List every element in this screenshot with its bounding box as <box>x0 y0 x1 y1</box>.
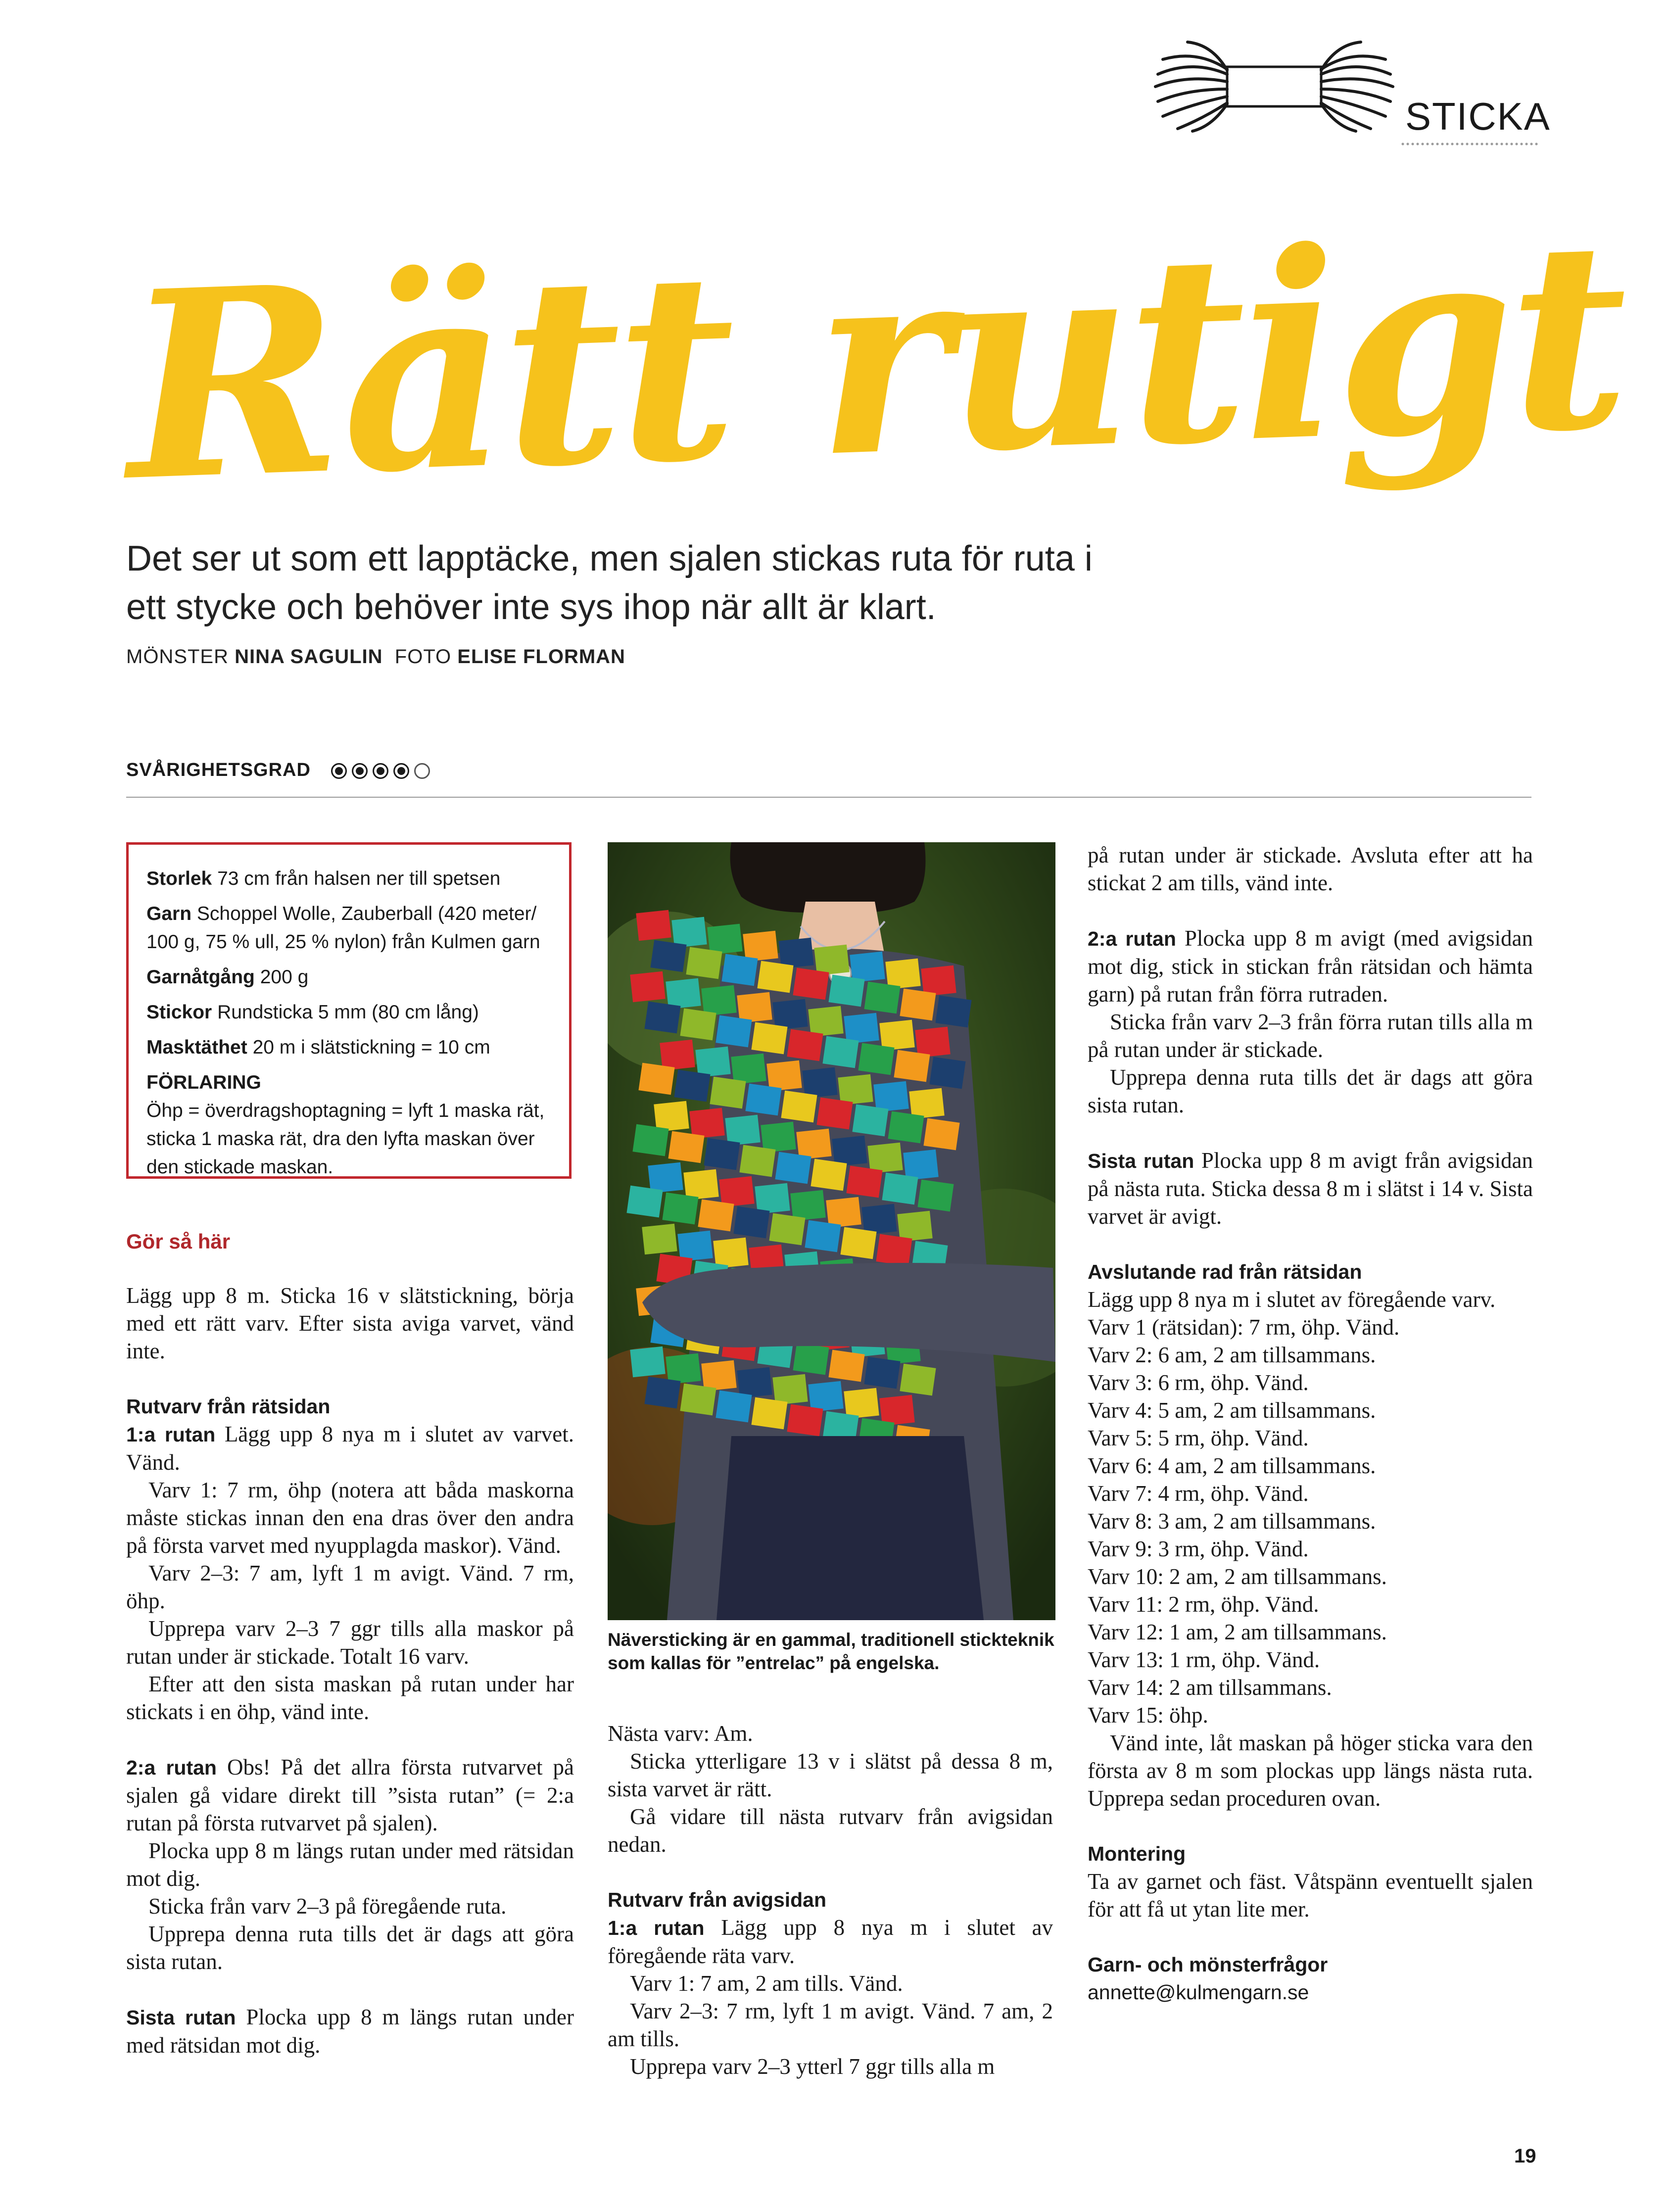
shawl-tile <box>751 1022 787 1055</box>
shawl-tile <box>671 917 707 948</box>
paragraph: Lägg upp 8 m. Sticka 16 v slätstickning, börja med ett rätt varv. Efter sista aviga varvet, vänd inte. <box>126 1283 574 1363</box>
shawl-tile <box>716 1391 752 1423</box>
paragraph: Vänd inte, låt maskan på höger sticka vara den första av 8 m som plockas upp längs nästa ruta. Upprepa sedan proceduren ovan. <box>1088 1731 1533 1811</box>
abbr-value: Öhp = överdragshoptagning = lyft 1 maska rät, sticka 1 maska rät, dra den lyfta maskan över den stickade maskan. <box>146 1100 545 1178</box>
shawl-tile <box>745 1084 781 1116</box>
facts-box <box>126 842 572 1179</box>
shawl-tile <box>630 1346 665 1378</box>
shawl-tile <box>802 1067 837 1099</box>
difficulty-dot-filled-icon <box>393 763 409 779</box>
shawl-tile <box>790 1190 825 1221</box>
shawl-tile <box>838 1074 873 1106</box>
shawl-tile <box>844 1388 879 1419</box>
difficulty-label: SVÅRIGHETSGRAD <box>126 760 311 780</box>
shawl-tile <box>766 1060 802 1092</box>
photo-author: ELISE FLORMAN <box>457 646 625 668</box>
shawl-tile <box>787 1029 823 1061</box>
shawl-tile <box>739 1145 775 1177</box>
size-value: 73 cm från halsen ner till spetsen <box>217 868 501 889</box>
paragraph: 1:a rutan Lägg upp 8 nya m i slutet av varvet. Vänd. <box>126 1422 574 1475</box>
shawl-tile <box>816 1098 853 1130</box>
shawl-tile <box>781 1091 817 1123</box>
photo-label: FOTO <box>394 646 452 668</box>
shawl-tile <box>793 1343 829 1375</box>
shawl-tile <box>778 938 813 969</box>
shawl-tile <box>882 1173 918 1205</box>
shawl-tile <box>772 1374 808 1405</box>
paragraph: Sticka från varv 2–3 från förra rutan tills alla m på rutan under är stickade. <box>1088 1010 1533 1062</box>
shawl-tile <box>844 1013 879 1044</box>
shawl-tile <box>923 1118 959 1151</box>
shawl-tile <box>731 1054 766 1085</box>
row-instruction: Varv 7: 4 rm, öhp. Vänd. <box>1088 1481 1309 1506</box>
paragraph: 1:a rutan Lägg upp 8 nya m i slutet av föregående räta varv. <box>608 1915 1053 1968</box>
photo-caption: Näversticking är en gammal, traditionell stickteknik som kallas för ”entrelac” på engelska. <box>608 1630 1054 1673</box>
shawl-tile <box>921 965 956 997</box>
shawl-tile <box>668 1131 704 1163</box>
size-label: Storlek <box>146 868 212 889</box>
shawl-tile <box>686 947 722 979</box>
credits <box>126 646 625 668</box>
shawl-tile <box>900 989 936 1021</box>
pattern-author: NINA SAGULIN <box>235 646 383 668</box>
shawl-tile <box>721 954 758 986</box>
yarn-value: Schoppel Wolle, Zauberball (420 meter/ 100 g, 75 % ull, 25 % nylon) från Kulmen garn <box>146 903 540 953</box>
shawl-tile <box>751 1397 787 1430</box>
shawl-tile <box>632 1124 668 1156</box>
paragraph: Sista rutan Plocka upp 8 m längs rutan under med rätsidan mot dig. <box>126 2005 574 2058</box>
row-instruction: Varv 15: öhp. <box>1088 1703 1208 1728</box>
subheading: Montering <box>1088 1842 1186 1865</box>
shawl-tile <box>775 1152 811 1184</box>
shawl-tile <box>876 1234 912 1266</box>
paragraph: Upprepa denna ruta tills det är dags att göra sista rutan. <box>1088 1065 1533 1117</box>
shawl-tile <box>666 978 701 1010</box>
shawl-tile <box>769 1213 805 1246</box>
shawl-tile <box>636 910 671 941</box>
subheading: Rutvarv från avigsidan <box>608 1888 827 1911</box>
paragraph: Varv 2–3: 7 rm, lyft 1 m avigt. Vänd. 7 am, 2 am tills. <box>608 1999 1053 2051</box>
paragraph: Nästa varv: Am. <box>608 1721 753 1746</box>
shawl-tile <box>626 1186 663 1218</box>
row-instruction: Varv 14: 2 am tillsammans. <box>1088 1675 1332 1700</box>
paragraph: Sticka ytterligare 13 v i slätst på dessa 8 m, sista varvet är rätt. <box>608 1749 1053 1801</box>
paragraph: Efter att den sista maskan på rutan under har stickats i en öhp, vänd inte. <box>126 1672 574 1724</box>
shawl-tile <box>642 1224 677 1255</box>
shawl-tile <box>903 1150 938 1181</box>
contact-email[interactable]: annette@kulmengarn.se <box>1088 1981 1309 2004</box>
subheading: Garn- och mönsterfrågor <box>1088 1953 1328 1976</box>
page-number: 19 <box>1514 2145 1536 2167</box>
shawl-tile <box>808 1381 843 1412</box>
shawl-tile <box>710 1077 746 1109</box>
shawl-tile <box>683 1169 718 1201</box>
shawl-tile <box>666 1353 701 1385</box>
shawl-tile <box>935 996 971 1028</box>
shawl-tile <box>701 1360 736 1392</box>
shawl-tile <box>909 1088 944 1119</box>
abbr-label: FÖRLARING <box>146 1072 261 1093</box>
shawl-tile <box>772 999 808 1030</box>
paragraph: Sista rutan Plocka upp 8 m avigt från avigsidan på nästa ruta. Sticka dessa 8 m i slätst i 14 v. Sista varvet är avigt. <box>1088 1148 1533 1229</box>
row-instruction: Varv 13: 1 rm, öhp. Vänd. <box>1088 1647 1320 1672</box>
shawl-tile <box>725 1115 760 1146</box>
header-divider <box>1400 142 1539 146</box>
paragraph: Ta av garnet och fäst. Våtspänn eventuellt sjalen för att få ut ytan lite mer. <box>1088 1869 1533 1922</box>
shawl-tile <box>680 1009 716 1041</box>
section-label: STICKA <box>1405 95 1551 138</box>
shawl-tile <box>814 945 849 976</box>
shawl-tile <box>737 1367 772 1398</box>
paragraph: Plocka upp 8 m längs rutan under med rätsidan mot dig. <box>126 1838 574 1891</box>
row-instruction: Varv 10: 2 am, 2 am tillsammans. <box>1088 1564 1387 1589</box>
shawl-tile <box>698 1200 734 1232</box>
shawl-tile <box>650 940 686 972</box>
shawl-tile <box>897 1211 932 1242</box>
paragraph: 2:a rutan Plocka upp 8 m avigt (med avigsidan mot dig, stick in stickan från rätsidan och hämta garn) på rutan från förra rutraden. <box>1088 926 1533 1007</box>
shawl-tile <box>858 1043 894 1075</box>
row-instruction: Varv 6: 4 am, 2 am tillsammans. <box>1088 1453 1376 1478</box>
shawl-tile <box>805 1220 841 1252</box>
shawl-tile <box>828 975 864 1007</box>
shawl-tile <box>846 1166 882 1198</box>
paragraph: Sticka från varv 2–3 på föregående ruta. <box>148 1894 507 1919</box>
shawl-tile <box>689 1108 724 1139</box>
shawl-tile <box>840 1227 876 1259</box>
shawl-tile <box>737 992 772 1023</box>
shawl-tile <box>808 1006 843 1037</box>
shawl-tile <box>879 1395 914 1426</box>
shawl-tile <box>695 1047 730 1078</box>
shawl-tile <box>733 1206 769 1239</box>
shawl-tile <box>648 1162 683 1194</box>
gauge-label: Masktäthet <box>146 1037 247 1058</box>
paragraph: Varv 1: 7 am, 2 am tills. Vänd. <box>630 1971 903 1996</box>
paragraph: på rutan under är stickade. Avsluta efter att ha stickat 2 am tills, vänd inte. <box>1088 843 1533 895</box>
row-instruction: Varv 9: 3 rm, öhp. Vänd. <box>1088 1537 1309 1561</box>
shawl-tile <box>644 1002 680 1034</box>
shawl-tile <box>662 1193 698 1225</box>
shawl-tile <box>707 924 742 955</box>
shawl-tile <box>873 1081 908 1112</box>
shawl-tile <box>719 1176 754 1207</box>
shawl-tile <box>832 1136 867 1167</box>
shawl-tile <box>638 1063 674 1095</box>
shawl-tile <box>915 1027 950 1058</box>
amount-label: Garnåtgång <box>146 966 255 988</box>
row-instruction: Varv 11: 2 rm, öhp. Vänd. <box>1088 1592 1319 1617</box>
yarn-skein-icon <box>1153 40 1395 134</box>
shawl-tile <box>654 1101 689 1132</box>
shawl-tile <box>674 1070 710 1102</box>
paragraph: Upprepa varv 2–3 7 ggr tills alla maskor på rutan under är stickade. Totalt 16 varv. <box>126 1616 574 1669</box>
shawl-tile <box>864 1357 900 1389</box>
shawl-tile <box>761 1122 796 1153</box>
paragraph: Gå vidare till nästa rutvarv från avigsidan nedan. <box>608 1804 1053 1857</box>
shawl-tile <box>793 968 829 1000</box>
shawl-tile <box>757 961 793 993</box>
shawl-tile <box>713 1238 748 1269</box>
column-2 <box>608 1720 1053 2080</box>
difficulty-dot-empty-icon <box>414 763 430 779</box>
row-instruction: Varv 3: 6 rm, öhp. Vänd. <box>1088 1370 1309 1395</box>
needles-value: Rundsticka 5 mm (80 cm lång) <box>217 1002 479 1023</box>
shawl-tile <box>867 1143 903 1174</box>
subheading: Avslutande rad från rätsidan <box>1088 1260 1362 1283</box>
shawl-tile <box>900 1364 936 1396</box>
paragraph: 2:a rutan Obs! På det allra första rutvarvet på sjalen gå vidare direkt till ”sista rutan” (= 2:a rutan på första rutvarvet på sjalen). <box>126 1755 574 1835</box>
subheading: Rutvarv från rätsidan <box>126 1395 331 1418</box>
row-instruction: Varv 2: 6 am, 2 am tillsammans. <box>1088 1343 1376 1367</box>
shawl-tile <box>929 1057 965 1089</box>
difficulty-rating <box>126 760 430 781</box>
shawl-tile <box>716 1015 752 1048</box>
shawl-tile <box>680 1384 716 1416</box>
gauge-value: 20 m i slätstickning = 10 cm <box>252 1037 490 1058</box>
shawl-tile <box>826 1197 861 1228</box>
paragraph: Upprepa denna ruta tills det är dags att göra sista rutan. <box>126 1922 574 1974</box>
shawl-tile <box>704 1138 740 1170</box>
shawl-tile <box>660 1040 695 1071</box>
pattern-label: MÖNSTER <box>126 646 229 668</box>
shawl-tile <box>796 1129 831 1160</box>
shawl-tile <box>677 1231 713 1262</box>
paragraph: Upprepa varv 2–3 ytterl 7 ggr tills alla m <box>630 2054 995 2079</box>
shawl-tile <box>861 1204 897 1235</box>
row-instruction: Varv 12: 1 am, 2 am tillsammans. <box>1088 1620 1387 1644</box>
shawl-tile <box>885 959 920 990</box>
column-3 <box>1088 841 1533 2006</box>
knitted-shawl-photo <box>608 842 1055 1620</box>
shawl-tile <box>743 931 778 962</box>
shawl-tile <box>864 982 900 1014</box>
shawl-tile <box>917 1180 954 1212</box>
amount-value: 200 g <box>260 966 309 988</box>
shawl-tile <box>879 1020 914 1051</box>
shawl-tile <box>701 985 736 1016</box>
shawl-tile <box>828 1350 864 1382</box>
row-instruction: Varv 1 (rätsidan): 7 rm, öhp. Vänd. <box>1088 1315 1400 1340</box>
shawl-tile <box>755 1183 790 1214</box>
row-instruction: Varv 4: 5 am, 2 am tillsammans. <box>1088 1398 1376 1423</box>
shawl-tile <box>811 1159 847 1191</box>
paragraph: Lägg upp 8 nya m i slutet av föregående varv. <box>1088 1287 1496 1312</box>
shawl-tile <box>852 1105 888 1137</box>
divider <box>126 797 1531 798</box>
shawl-tile <box>822 1036 859 1068</box>
difficulty-dot-filled-icon <box>373 763 388 779</box>
photo-illustration <box>608 842 1055 1620</box>
difficulty-dot-filled-icon <box>331 763 347 779</box>
yarn-label: Garn <box>146 903 192 924</box>
paragraph: Varv 1: 7 rm, öhp (notera att båda maskorna måste stickas innan den ena dras över den andra på första varvet med nyupplagda maskor). Vänd. <box>126 1478 574 1558</box>
instructions-heading: Gör så här <box>126 1230 231 1253</box>
shawl-tile <box>888 1111 924 1144</box>
row-instruction: Varv 5: 5 rm, öhp. Vänd. <box>1088 1426 1309 1450</box>
paragraph: Varv 2–3: 7 am, lyft 1 m avigt. Vänd. 7 rm, öhp. <box>126 1561 574 1613</box>
article-intro: Det ser ut som ett lapptäcke, men sjalen stickas ruta för ruta i ett stycke och behöver inte sys ihop när allt är klart. <box>126 539 1093 627</box>
row-instruction: Varv 8: 3 am, 2 am tillsammans. <box>1088 1509 1376 1534</box>
needles-label: Stickor <box>146 1002 212 1023</box>
shawl-tile <box>787 1404 823 1437</box>
shawl-tile <box>630 971 665 1003</box>
column-1 <box>126 1282 574 2059</box>
shawl-tile <box>894 1050 930 1082</box>
article-title: Rätt rutigt <box>121 184 1628 538</box>
shawl-tile <box>850 952 885 983</box>
shawl-tile <box>644 1377 680 1409</box>
difficulty-dot-filled-icon <box>352 763 368 779</box>
